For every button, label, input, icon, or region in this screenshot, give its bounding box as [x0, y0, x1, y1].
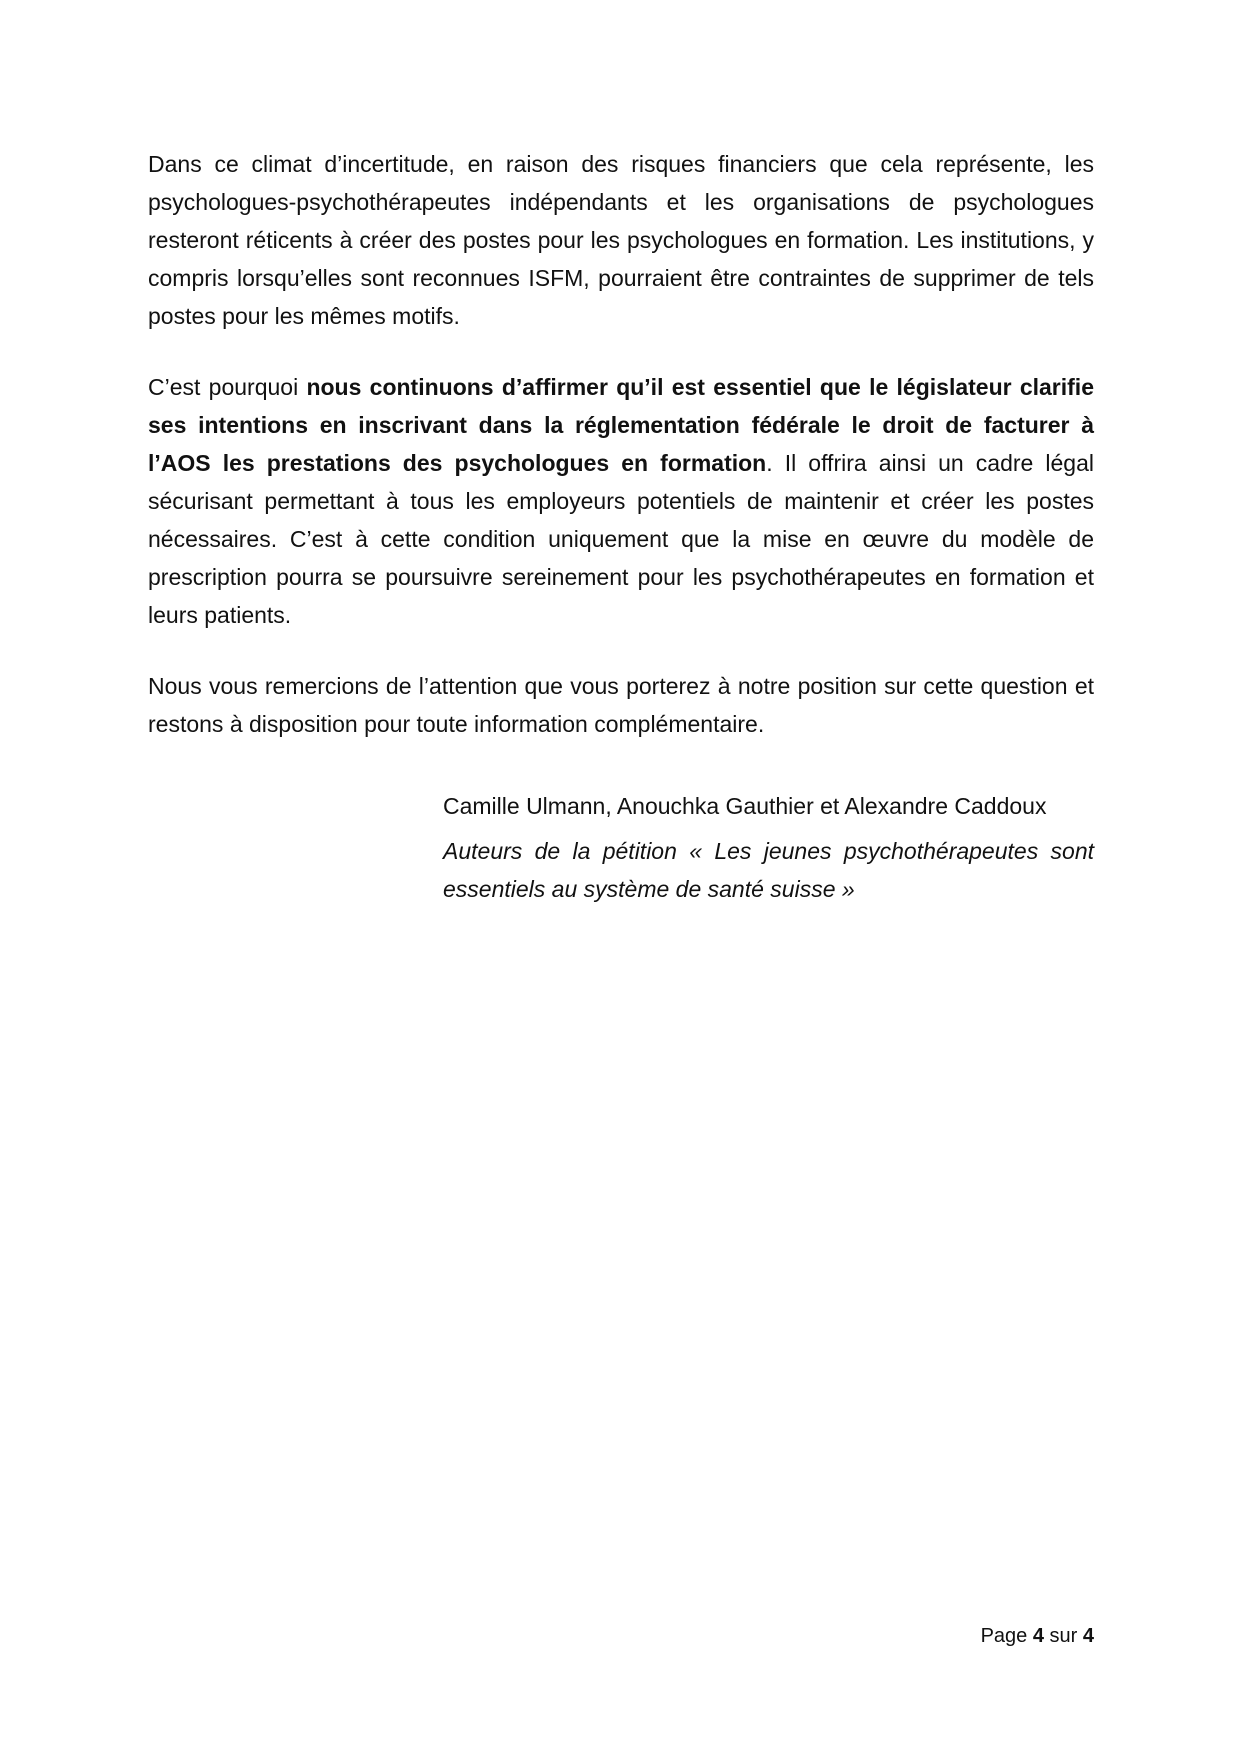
total-pages-number: 4: [1082, 1625, 1094, 1647]
current-page-number: 4: [1032, 1625, 1044, 1647]
page-separator: sur: [1043, 1625, 1083, 1647]
page-label: Page: [980, 1625, 1033, 1647]
paragraph-request-rest: . Il offrira ainsi un cadre légal sécurisant permettant à tous les employeurs potentiels de maintenir et créer les postes nécessaires. C’est à cette condition uniquement que la mise en œuvre du modèle de prescription pourra se poursuivre sereinement pour les psychothérapeutes en formation et leurs patients.: [148, 450, 1095, 628]
paragraph-request: [148, 368, 1094, 634]
paragraph-request-intro: C’est pourquoi: [148, 374, 307, 400]
signature-names: Camille Ulmann, Anouchka Gauthier et Alexandre Caddoux: [443, 793, 1047, 819]
paragraph-closing: Nous vous remercions de l’attention que vous porterez à notre position sur cette question et restons à disposition pour toute information complémentaire.: [148, 673, 1094, 737]
page-number-footer: [900, 1622, 1094, 1650]
paragraph-request-emphasis: nous continuons d’affirmer qu’il est essentiel que le législateur clarifie ses intentions en inscrivant dans la réglementation fédérale le droit de facturer à l’AOS les prestations des psychologues en formation: [148, 374, 1094, 476]
paragraph-uncertainty: Dans ce climat d’incertitude, en raison des risques financiers que cela représente, les psychologues-psychothérapeutes indépendants et les organisations de psychologues resteront réticents à créer des postes pour les psychologues en formation. Les institutions, y compris lorsqu’elles sont reconnues ISFM, pourraient être contraintes de supprimer de tels postes pour les mêmes motifs.: [148, 151, 1094, 329]
signature-role: Auteurs de la pétition « Les jeunes psychothérapeutes sont essentiels au système de santé suisse »: [443, 838, 1094, 902]
